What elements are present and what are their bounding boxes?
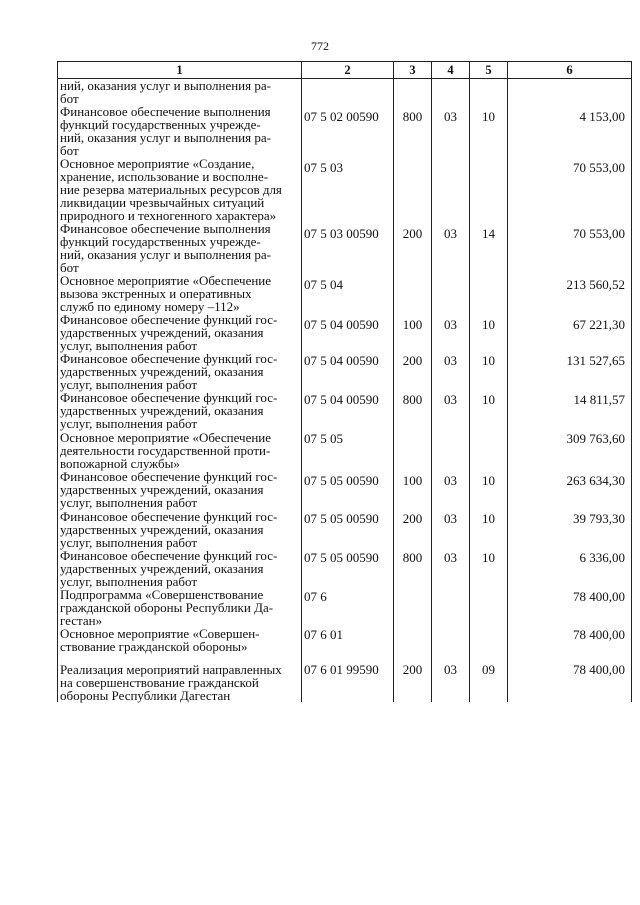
row-name-cell bbox=[58, 274, 302, 313]
budget-table bbox=[57, 61, 632, 702]
row-code-text: 07 5 03 00590 bbox=[304, 226, 379, 241]
row-col3-text: 800 bbox=[402, 550, 423, 565]
row-col5-text: 10 bbox=[482, 473, 495, 488]
row-code-cell bbox=[302, 627, 394, 663]
row-code-text: 07 5 04 00590 bbox=[304, 392, 379, 407]
row-col3-cell bbox=[394, 352, 432, 391]
row-name-cell bbox=[58, 549, 302, 588]
row-code-cell bbox=[302, 588, 394, 627]
row-name-cell bbox=[58, 663, 302, 702]
row-code-cell bbox=[302, 549, 394, 588]
row-name-cell bbox=[58, 470, 302, 510]
row-col3-cell bbox=[394, 313, 432, 352]
row-name-text: Основное мероприятие «Совершен- ствование гражданской обороны» bbox=[60, 626, 260, 654]
table-row bbox=[58, 352, 632, 391]
row-amount-cell bbox=[508, 105, 632, 157]
table-row bbox=[58, 79, 632, 106]
row-name-text: Финансовое обеспечение выполнения функций государственных учрежде- ний, оказания услуг и выполнения ра- бот bbox=[60, 221, 271, 275]
row-col4-cell bbox=[432, 313, 470, 352]
row-col3-text: 100 bbox=[402, 317, 423, 332]
row-col3-text: 800 bbox=[402, 392, 423, 407]
row-amount-text: 213 560,52 bbox=[566, 277, 625, 292]
row-col4-cell bbox=[432, 79, 470, 106]
table-row bbox=[58, 431, 632, 470]
row-amount-cell bbox=[508, 79, 632, 106]
row-col5-text: 09 bbox=[482, 662, 495, 677]
row-amount-cell bbox=[508, 663, 632, 702]
table-row bbox=[58, 157, 632, 222]
table-row bbox=[58, 663, 632, 702]
row-col5-cell bbox=[470, 79, 508, 106]
row-col3-cell bbox=[394, 105, 432, 157]
row-code-cell bbox=[302, 79, 394, 106]
row-col3-cell bbox=[394, 627, 432, 663]
row-code-text: 07 5 04 00590 bbox=[304, 353, 379, 368]
row-col4-cell bbox=[432, 663, 470, 702]
row-amount-text: 4 153,00 bbox=[579, 109, 625, 124]
row-col4-text: 03 bbox=[444, 353, 457, 368]
row-code-cell bbox=[302, 222, 394, 274]
row-name-cell bbox=[58, 105, 302, 157]
row-col3-cell bbox=[394, 663, 432, 702]
row-code-cell bbox=[302, 663, 394, 702]
row-amount-cell bbox=[508, 510, 632, 549]
row-amount-cell bbox=[508, 352, 632, 391]
row-col5-text: 10 bbox=[482, 353, 495, 368]
row-col5-cell bbox=[470, 549, 508, 588]
column-header: 4 bbox=[432, 62, 470, 79]
row-col4-cell bbox=[432, 352, 470, 391]
row-col4-text: 03 bbox=[444, 392, 457, 407]
row-name-text: Финансовое обеспечение функций гос- ударственных учреждений, оказания услуг, выполнения работ bbox=[60, 548, 278, 589]
row-col4-text: 03 bbox=[444, 317, 457, 332]
row-amount-cell bbox=[508, 222, 632, 274]
row-code-text: 07 6 bbox=[304, 589, 327, 604]
row-code-text: 07 5 03 bbox=[304, 160, 343, 175]
row-name-text: Подпрограмма «Совершенствование гражданской обороны Республики Да- гестан» bbox=[60, 587, 274, 628]
row-amount-text: 6 336,00 bbox=[579, 550, 625, 565]
row-name-text: Реализация мероприятий направленных на совершенствование гражданской обороны Республики Дагестан bbox=[60, 662, 282, 703]
row-name-cell bbox=[58, 79, 302, 106]
row-col4-text: 03 bbox=[444, 662, 457, 677]
row-col4-cell bbox=[432, 510, 470, 549]
row-code-cell bbox=[302, 510, 394, 549]
row-amount-text: 14 811,57 bbox=[573, 392, 625, 407]
row-col3-cell bbox=[394, 510, 432, 549]
row-col4-cell bbox=[432, 274, 470, 313]
row-col4-cell bbox=[432, 549, 470, 588]
row-name-text: Финансовое обеспечение функций гос- ударственных учреждений, оказания услуг, выполнения работ bbox=[60, 312, 278, 353]
table-row bbox=[58, 105, 632, 157]
row-col5-cell bbox=[470, 352, 508, 391]
table-row bbox=[58, 470, 632, 510]
row-amount-text: 70 553,00 bbox=[573, 226, 625, 241]
row-col5-cell bbox=[470, 627, 508, 663]
row-col5-cell bbox=[470, 313, 508, 352]
row-name-cell bbox=[58, 313, 302, 352]
row-name-cell bbox=[58, 391, 302, 431]
row-col4-cell bbox=[432, 157, 470, 222]
row-code-text: 07 5 02 00590 bbox=[304, 109, 379, 124]
row-code-cell bbox=[302, 431, 394, 470]
row-amount-text: 78 400,00 bbox=[573, 589, 625, 604]
row-col4-cell bbox=[432, 105, 470, 157]
row-code-text: 07 5 04 00590 bbox=[304, 317, 379, 332]
row-code-text: 07 6 01 bbox=[304, 627, 343, 642]
row-code-text: 07 5 05 00590 bbox=[304, 511, 379, 526]
table-row bbox=[58, 313, 632, 352]
row-col5-text: 10 bbox=[482, 109, 495, 124]
row-col4-text: 03 bbox=[444, 550, 457, 565]
table-row bbox=[58, 391, 632, 431]
row-amount-text: 131 527,65 bbox=[566, 353, 625, 368]
row-code-text: 07 5 05 00590 bbox=[304, 473, 379, 488]
page-number: 772 bbox=[311, 39, 329, 53]
row-name-text: Основное мероприятие «Обеспечение деятельности государственной проти- вопожарной службы» bbox=[60, 430, 272, 471]
row-code-text: 07 5 05 bbox=[304, 431, 343, 446]
table-row bbox=[58, 549, 632, 588]
row-col3-cell bbox=[394, 588, 432, 627]
row-amount-cell bbox=[508, 157, 632, 222]
row-col5-text: 10 bbox=[482, 550, 495, 565]
row-col5-cell bbox=[470, 663, 508, 702]
row-col4-text: 03 bbox=[444, 473, 457, 488]
row-col3-text: 200 bbox=[402, 353, 423, 368]
row-col5-cell bbox=[470, 510, 508, 549]
row-code-cell bbox=[302, 105, 394, 157]
row-code-cell bbox=[302, 157, 394, 222]
row-col4-cell bbox=[432, 222, 470, 274]
row-col5-cell bbox=[470, 222, 508, 274]
row-name-text: ний, оказания услуг и выполнения ра- бот bbox=[60, 78, 271, 106]
row-amount-cell bbox=[508, 470, 632, 510]
row-amount-text: 67 221,30 bbox=[573, 317, 625, 332]
row-name-text: Финансовое обеспечение функций гос- ударственных учреждений, оказания услуг, выполнения работ bbox=[60, 390, 278, 431]
row-col3-text: 200 bbox=[402, 226, 423, 241]
row-name-text: Финансовое обеспечение выполнения функций государственных учрежде- ний, оказания услуг и выполнения ра- бот bbox=[60, 104, 271, 158]
row-name-cell bbox=[58, 222, 302, 274]
row-amount-cell bbox=[508, 549, 632, 588]
row-amount-cell bbox=[508, 588, 632, 627]
row-col5-cell bbox=[470, 431, 508, 470]
table-header-row bbox=[58, 62, 632, 79]
row-col4-text: 03 bbox=[444, 511, 457, 526]
row-amount-cell bbox=[508, 391, 632, 431]
row-code-cell bbox=[302, 352, 394, 391]
row-amount-text: 78 400,00 bbox=[573, 662, 625, 677]
row-col3-text: 200 bbox=[402, 511, 423, 526]
row-col5-text: 10 bbox=[482, 511, 495, 526]
row-amount-cell bbox=[508, 313, 632, 352]
row-col5-cell bbox=[470, 470, 508, 510]
row-name-text: Финансовое обеспечение функций гос- ударственных учреждений, оказания услуг, выполнения работ bbox=[60, 351, 278, 392]
row-col5-text: 14 bbox=[482, 226, 495, 241]
row-col3-text: 100 bbox=[402, 473, 423, 488]
row-code-text: 07 5 04 bbox=[304, 277, 343, 292]
row-col3-cell bbox=[394, 391, 432, 431]
row-col4-cell bbox=[432, 588, 470, 627]
row-name-cell bbox=[58, 627, 302, 663]
row-name-text: Финансовое обеспечение функций гос- ударственных учреждений, оказания услуг, выполнения работ bbox=[60, 509, 278, 550]
column-header: 2 bbox=[302, 62, 394, 79]
row-col4-cell bbox=[432, 431, 470, 470]
row-col4-cell bbox=[432, 391, 470, 431]
row-name-text: Основное мероприятие «Создание, хранение, использование и восполне- ние резерва материальных ресурсов для ликвидации чрезвычайных ситуаций природного и техногенного характера» bbox=[60, 156, 282, 223]
row-col3-cell bbox=[394, 79, 432, 106]
row-name-cell bbox=[58, 157, 302, 222]
row-col3-cell bbox=[394, 274, 432, 313]
row-col5-cell bbox=[470, 588, 508, 627]
row-col5-cell bbox=[470, 391, 508, 431]
column-header: 3 bbox=[394, 62, 432, 79]
column-header: 5 bbox=[470, 62, 508, 79]
row-code-cell bbox=[302, 470, 394, 510]
row-col4-cell bbox=[432, 470, 470, 510]
row-col4-text: 03 bbox=[444, 109, 457, 124]
row-col5-text: 10 bbox=[482, 317, 495, 332]
row-code-text: 07 5 05 00590 bbox=[304, 550, 379, 565]
row-name-cell bbox=[58, 510, 302, 549]
row-col4-cell bbox=[432, 627, 470, 663]
row-amount-cell bbox=[508, 274, 632, 313]
row-col3-cell bbox=[394, 222, 432, 274]
row-col5-text: 10 bbox=[482, 392, 495, 407]
table-row bbox=[58, 274, 632, 313]
row-col3-cell bbox=[394, 470, 432, 510]
row-name-cell bbox=[58, 588, 302, 627]
row-amount-cell bbox=[508, 431, 632, 470]
row-code-text: 07 6 01 99590 bbox=[304, 662, 379, 677]
row-col5-cell bbox=[470, 274, 508, 313]
table-body bbox=[58, 79, 632, 703]
row-name-text: Финансовое обеспечение функций гос- ударственных учреждений, оказания услуг, выполнения работ bbox=[60, 469, 278, 510]
row-code-cell bbox=[302, 391, 394, 431]
row-amount-cell bbox=[508, 627, 632, 663]
row-name-cell bbox=[58, 431, 302, 470]
column-header: 6 bbox=[508, 62, 632, 79]
row-code-cell bbox=[302, 313, 394, 352]
row-col3-text: 800 bbox=[402, 109, 423, 124]
row-amount-text: 263 634,30 bbox=[566, 473, 625, 488]
row-col5-cell bbox=[470, 157, 508, 222]
table-row bbox=[58, 627, 632, 663]
table-row bbox=[58, 222, 632, 274]
column-header: 1 bbox=[58, 62, 302, 79]
row-amount-text: 39 793,30 bbox=[573, 511, 625, 526]
table-row bbox=[58, 588, 632, 627]
row-code-cell bbox=[302, 274, 394, 313]
row-col3-cell bbox=[394, 549, 432, 588]
row-amount-text: 70 553,00 bbox=[573, 160, 625, 175]
row-col3-cell bbox=[394, 431, 432, 470]
row-col3-cell bbox=[394, 157, 432, 222]
row-amount-text: 78 400,00 bbox=[573, 627, 625, 642]
table-row bbox=[58, 510, 632, 549]
row-col5-cell bbox=[470, 105, 508, 157]
row-name-text: Основное мероприятие «Обеспечение вызова экстренных и оперативных служб по единому номеру –112» bbox=[60, 273, 272, 314]
row-col4-text: 03 bbox=[444, 226, 457, 241]
row-name-cell bbox=[58, 352, 302, 391]
row-col3-text: 200 bbox=[402, 662, 423, 677]
row-amount-text: 309 763,60 bbox=[566, 431, 625, 446]
